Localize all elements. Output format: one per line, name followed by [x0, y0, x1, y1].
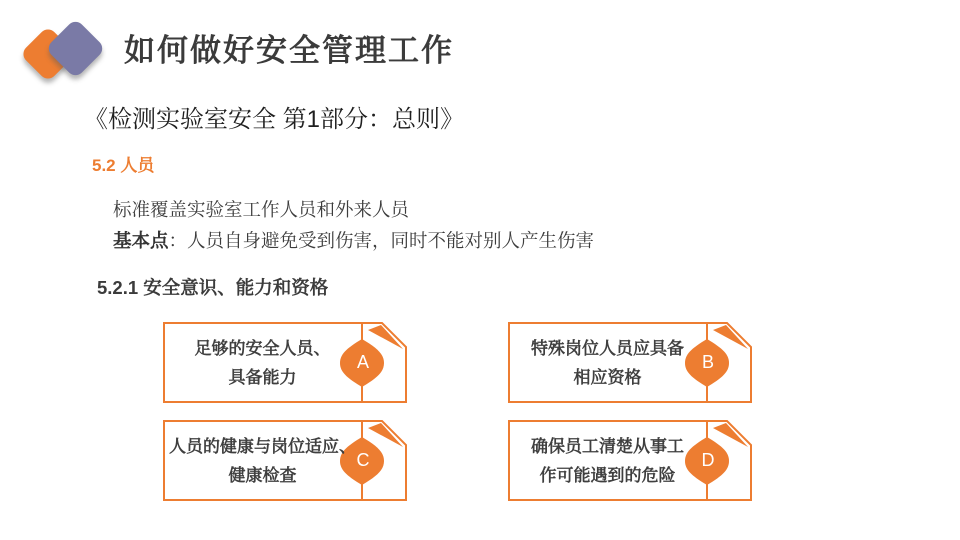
- card-c: [163, 420, 407, 501]
- card-d-text: [508, 420, 707, 501]
- card-c-line2: 健康检查: [228, 465, 297, 485]
- page-title: 如何做好安全管理工作: [124, 33, 454, 68]
- card-a-line2: 具备能力: [228, 367, 297, 387]
- card-c-text: [163, 420, 362, 501]
- card-b: [508, 322, 752, 403]
- card-c-letter-badge: C: [356, 450, 370, 470]
- card-a-line1: 足够的安全人员、: [194, 338, 331, 358]
- paragraph-scope: 标准覆盖实验室工作人员和外来人员: [113, 199, 410, 220]
- card-d-line2: 作可能遇到的危险: [539, 465, 676, 485]
- basic-point-label: 基本点: [113, 230, 169, 251]
- subsection-heading-5-2-1: 5.2.1 安全意识、能力和资格: [97, 277, 329, 298]
- standard-subtitle: 《检测实验室安全 第1部分：总则》: [84, 106, 465, 133]
- card-d-line1: 确保员工清楚从事工: [531, 436, 684, 456]
- card-d: [508, 420, 752, 501]
- card-d-letter-badge: D: [701, 450, 715, 470]
- card-b-line2: 相应资格: [573, 367, 642, 387]
- card-c-line1: 人员的健康与岗位适应、: [169, 436, 356, 456]
- card-b-line1: 特殊岗位人员应具备: [531, 338, 684, 358]
- card-a-letter-badge: A: [356, 352, 369, 372]
- card-b-text: [508, 322, 707, 403]
- basic-point-text: 人员自身避免受到伤害，同时不能对别人产生伤害: [187, 230, 595, 251]
- card-a-text: [163, 322, 362, 403]
- section-heading-5-2: 5.2 人员: [92, 156, 155, 175]
- card-a: [163, 322, 407, 403]
- paragraph-basic-point: [113, 227, 594, 253]
- card-b-letter-badge: B: [701, 352, 714, 372]
- slide-logo: [0, 0, 120, 100]
- basic-point-colon: ：: [168, 230, 188, 251]
